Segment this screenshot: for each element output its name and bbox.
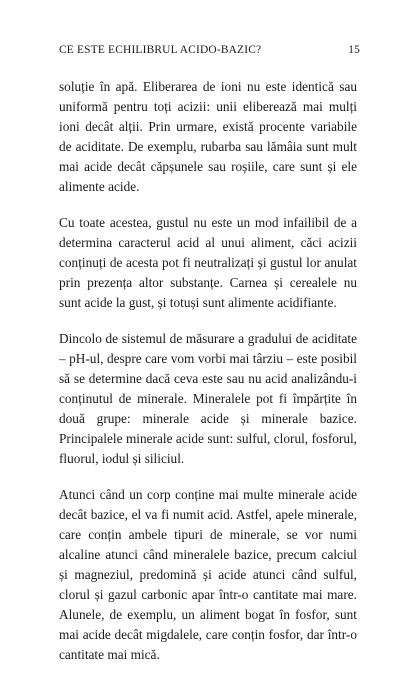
paragraph: Dincolo de sistemul de măsurare a gradului de aciditate – pH-ul, despre care vom vorbi mai târziu – este posibil să se determine dacă ceva este sau nu acid analizându-i conținutul de minerale. Mineralele pot fi împărțite în două grupe: minerale acide și minerale bazice. Principalele minerale acide sunt: sulful, clorul, fosforul, fluorul, iodul și siliciul. <box>59 331 357 466</box>
paragraph: Cu toate acestea, gustul nu este un mod infailibil de a determina caracterul acid al unui aliment, căci acizii conținuți de acesta pot fi neutralizați și gustul lor anulat prin prezența altor substanțe. Carnea și cerealele nu sunt acide la gust, și totuși sunt alimente acidifiante. <box>59 215 357 310</box>
page-number: 15 <box>348 44 360 56</box>
running-header <box>59 44 360 56</box>
paragraph: soluție în apă. Eliberarea de ioni nu este identică sau uniformă pentru toți acizii: unii eliberează mai mulți ioni decât alții. Prin urmare, există procente variabile de aciditate. De exemplu, rubarba sau lămâia sunt mult mai acide decât căpșunele sau roșiile, care sunt și ele alimente acide. <box>59 79 357 194</box>
paragraph: Atunci când un corp conține mai multe minerale acide decât bazice, el va fi numit acid. Astfel, apele minerale, care conțin ambele tipuri de minerale, se vor numi alcaline atunci când mineralele bazice, precum calciul și magneziul, predomină și acide atunci când sulful, clorul și gazul carbonic apar într-o cantitate mai mare. Alunele, de exemplu, un aliment bogat în fosfor, sunt mai acide decât migdalele, care conțin fosfor, dar într-o cantitate mai mică. <box>59 487 357 662</box>
body-text <box>59 77 357 681</box>
running-title: CE ESTE ECHILIBRUL ACIDO-BAZIC? <box>59 44 262 56</box>
